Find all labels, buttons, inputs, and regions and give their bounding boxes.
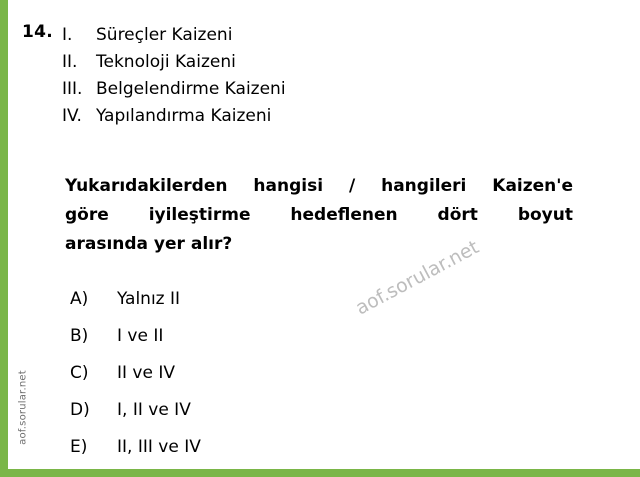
list-item bbox=[62, 22, 582, 49]
roman-numeral-list bbox=[62, 22, 582, 130]
side-watermark: aof.sorular.net bbox=[17, 370, 29, 445]
stem-word: iyileştirme bbox=[148, 205, 251, 225]
option-b[interactable] bbox=[70, 318, 570, 355]
option-text: Yalnız II bbox=[117, 289, 181, 309]
stem-word: hedeflenen bbox=[290, 205, 398, 225]
list-item-label: IV. bbox=[62, 106, 82, 126]
option-label: B) bbox=[70, 326, 89, 346]
option-text: I ve II bbox=[117, 326, 164, 346]
stem-line-3: arasında yer alır? bbox=[65, 234, 233, 254]
question-stem bbox=[65, 172, 573, 259]
option-label: D) bbox=[70, 400, 90, 420]
list-item bbox=[62, 103, 582, 130]
stem-word: hangisi bbox=[253, 176, 324, 196]
stem-word: Yukarıdakilerden bbox=[65, 176, 228, 196]
list-item-text: Süreçler Kaizeni bbox=[96, 25, 233, 45]
list-item-label: II. bbox=[62, 52, 78, 72]
option-label: C) bbox=[70, 363, 89, 383]
list-item-text: Belgelendirme Kaizeni bbox=[96, 79, 286, 99]
stem-line-1 bbox=[65, 172, 573, 201]
option-text: I, II ve IV bbox=[117, 400, 191, 420]
stem-word: / bbox=[348, 176, 356, 196]
option-e[interactable] bbox=[70, 429, 570, 466]
option-label: E) bbox=[70, 437, 88, 457]
answer-options bbox=[70, 281, 570, 466]
list-item-label: I. bbox=[62, 25, 73, 45]
option-c[interactable] bbox=[70, 355, 570, 392]
left-accent-bar bbox=[0, 0, 8, 477]
stem-word: dört bbox=[437, 205, 478, 225]
bottom-accent-bar bbox=[0, 469, 640, 477]
list-item bbox=[62, 49, 582, 76]
list-item bbox=[62, 76, 582, 103]
option-text: II ve IV bbox=[117, 363, 175, 383]
list-item-text: Yapılandırma Kaizeni bbox=[96, 106, 272, 126]
option-text: II, III ve IV bbox=[117, 437, 201, 457]
stem-word: göre bbox=[65, 205, 109, 225]
stem-word: boyut bbox=[517, 205, 573, 225]
stem-line-2 bbox=[65, 201, 573, 230]
body-watermark: aof.sorular.net bbox=[352, 236, 483, 320]
option-a[interactable] bbox=[70, 281, 570, 318]
list-item-label: III. bbox=[62, 79, 83, 99]
option-d[interactable] bbox=[70, 392, 570, 429]
stem-word: Kaizen'e bbox=[492, 176, 573, 196]
question-number: 14. bbox=[22, 22, 54, 42]
stem-word: hangileri bbox=[381, 176, 467, 196]
option-label: A) bbox=[70, 289, 89, 309]
list-item-text: Teknoloji Kaizeni bbox=[96, 52, 236, 72]
